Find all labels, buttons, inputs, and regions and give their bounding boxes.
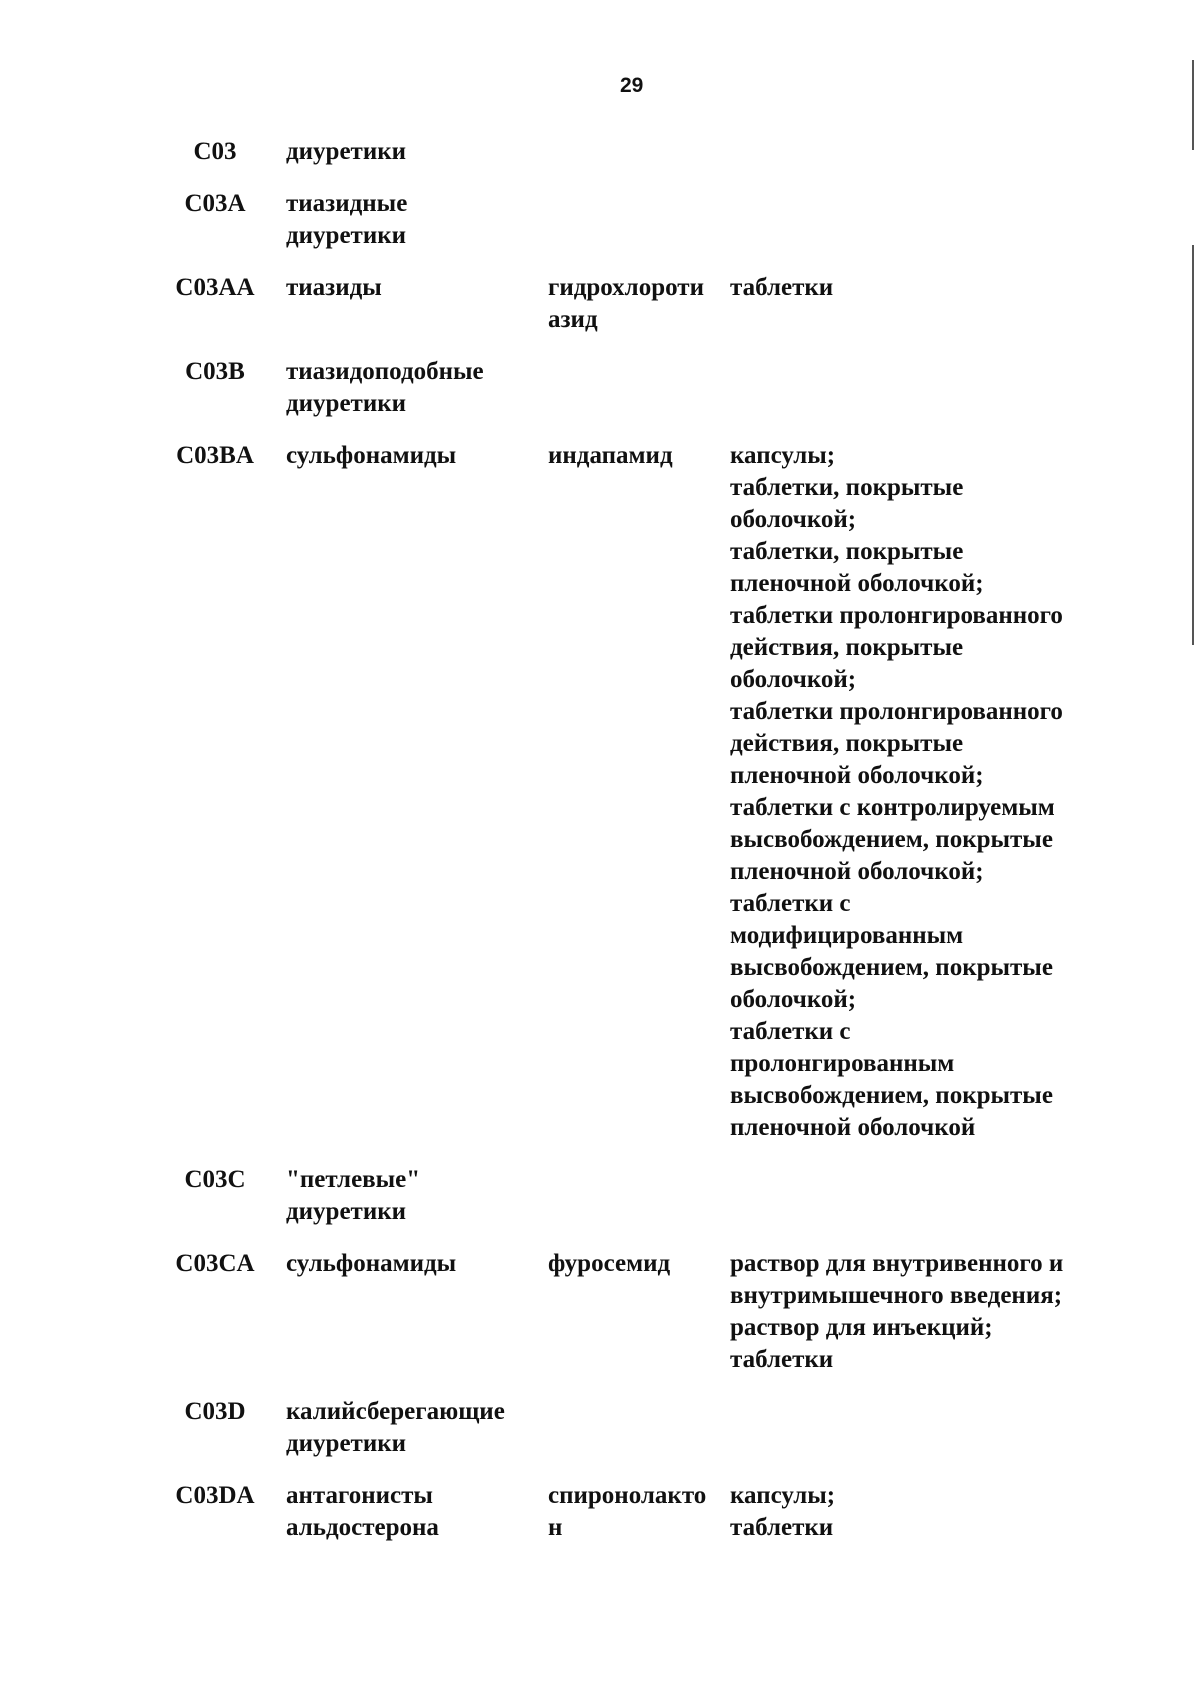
atc-code-cell: C03BA [176, 442, 254, 469]
table-row [150, 1396, 1150, 1480]
dosage-forms-cell [730, 1164, 1150, 1248]
atc-code-cell: C03AA [175, 274, 255, 301]
anatomical-group-cell: тиазидоподобные диуретики [286, 358, 484, 417]
scan-edge-mark [1192, 60, 1194, 150]
atc-code-cell: C03D [184, 1398, 246, 1425]
drug-name-cell [548, 1164, 730, 1248]
drug-name-cell [548, 188, 730, 272]
anatomical-group-cell: антагонисты альдостерона [286, 1482, 439, 1541]
drug-name-cell: гидрохлороти азид [548, 274, 704, 333]
anatomical-group-cell: тиазиды [286, 274, 382, 301]
table-row [150, 1480, 1150, 1564]
scan-edge-mark [1192, 245, 1194, 645]
table-row [150, 1164, 1150, 1248]
drug-name-cell [548, 136, 730, 188]
dosage-forms-cell [730, 188, 1150, 272]
dosage-forms-cell: таблетки [730, 274, 834, 301]
atc-code-cell: C03 [193, 138, 237, 165]
dosage-forms-cell [730, 356, 1150, 440]
dosage-forms-cell: капсулы; таблетки, покрытые оболочкой; таблетки, покрытые пленочной оболочкой; таблетки пролонгированного действия, покрытые оболочкой; таблетки пролонгированного действия, покрытые пленочной оболочкой; таблетки с контролируемым высвобождением, покрытые пленочной оболочкой; таблетки с модифицированным высвобождением, покрытые оболочкой; таблетки с пролонгированным высвобождением, покрытые пленочной оболочкой [730, 442, 1063, 1141]
drug-name-cell [548, 1396, 730, 1480]
dosage-forms-cell: раствор для внутривенного и внутримышечного введения; раствор для инъекций; таблетки [730, 1250, 1064, 1373]
table-row [150, 1248, 1150, 1396]
atc-code-cell: C03A [184, 190, 246, 217]
atc-drug-table [150, 136, 1150, 1564]
dosage-forms-cell [730, 1396, 1150, 1480]
table-row [150, 272, 1150, 356]
atc-code-cell: C03C [184, 1166, 246, 1193]
anatomical-group-cell: тиазидные диуретики [286, 190, 408, 249]
atc-code-cell: C03B [185, 358, 245, 385]
dosage-forms-cell [730, 136, 1150, 188]
dosage-forms-cell: капсулы; таблетки [730, 1482, 836, 1541]
atc-code-cell: C03CA [175, 1250, 255, 1277]
drug-name-cell [548, 356, 730, 440]
anatomical-group-cell: "петлевые" диуретики [286, 1166, 421, 1225]
table-row [150, 136, 1150, 188]
table-row [150, 356, 1150, 440]
anatomical-group-cell: калийсберегающие диуретики [286, 1398, 505, 1457]
table-row [150, 440, 1150, 1164]
anatomical-group-cell: диуретики [286, 138, 407, 165]
table-row [150, 188, 1150, 272]
anatomical-group-cell: сульфонамиды [286, 1250, 457, 1277]
drug-name-cell: спиронолакто н [548, 1482, 707, 1541]
anatomical-group-cell: сульфонамиды [286, 442, 457, 469]
atc-code-cell: C03DA [175, 1482, 255, 1509]
drug-name-cell: фуросемид [548, 1250, 671, 1277]
drug-name-cell: индапамид [548, 442, 673, 469]
page-number: 29 [620, 74, 644, 97]
